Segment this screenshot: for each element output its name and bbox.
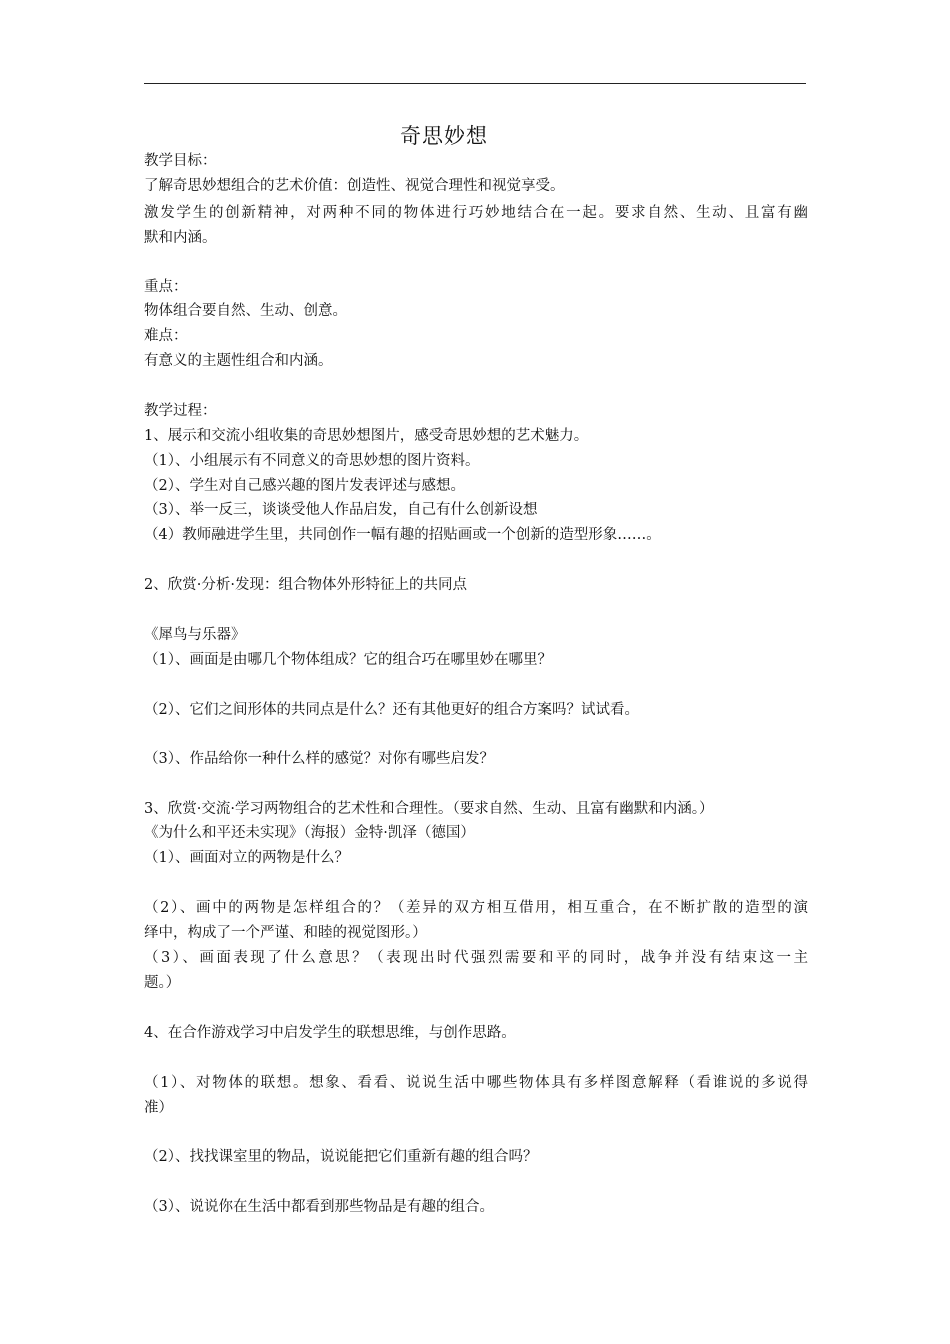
section-3-title: 3、欣赏·交流·学习两物组合的艺术性和合理性。（要求自然、生动、且富有幽默和内涵。） bbox=[144, 801, 714, 817]
section-2-question: （3）、作品给你一种什么样的感觉？对你有哪些启发？ bbox=[144, 751, 494, 767]
section-4-question: （1）、对物体的联想。想象、看看、说说生活中哪些物体具有多样图意解释（看谁说的多说得 bbox=[144, 1075, 808, 1091]
section-1-title: 1、展示和交流小组收集的奇思妙想图片，感受奇思妙想的艺术魅力。 bbox=[144, 428, 589, 444]
header-rule bbox=[144, 83, 806, 84]
key-point-text: 物体组合要自然、生动、创意。 bbox=[144, 303, 347, 319]
objective-line: 激发学生的创新精神，对两种不同的物体进行巧妙地结合在一起。要求自然、生动、且富有幽 bbox=[144, 205, 808, 221]
section-3-question-cont: 题。） bbox=[144, 975, 181, 991]
objective-line: 默和内涵。 bbox=[144, 230, 217, 246]
section-1-item: （1）、小组展示有不同意义的奇思妙想的图片资料。 bbox=[144, 453, 480, 469]
difficulty-heading: 难点： bbox=[144, 328, 188, 344]
section-1-item: （4）教师融进学生里，共同创作一幅有趣的招贴画或一个创新的造型形象……。 bbox=[144, 527, 661, 543]
section-2-question: （1）、画面是由哪几个物体组成？它的组合巧在哪里妙在哪里？ bbox=[144, 652, 552, 668]
section-2-work-title: 《犀鸟与乐器》 bbox=[144, 627, 246, 643]
section-3-question: （3）、画面表现了什么意思？（表现出时代强烈需要和平的同时，战争并没有结束这一主 bbox=[144, 950, 808, 966]
difficulty-text: 有意义的主题性组合和内涵。 bbox=[144, 353, 333, 369]
section-3-question: （2）、画中的两物是怎样组合的？（差异的双方相互借用，相互重合，在不断扩散的造型的演 bbox=[144, 900, 808, 916]
section-3-question-cont: 绎中，构成了一个严谨、和睦的视觉图形。） bbox=[144, 925, 427, 941]
section-4-question-cont: 准） bbox=[144, 1100, 173, 1116]
section-4-question: （3）、说说你在生活中都看到那些物品是有趣的组合。 bbox=[144, 1199, 494, 1215]
section-2-title: 2、欣赏·分析·发现：组合物体外形特征上的共同点 bbox=[144, 577, 467, 593]
key-point-heading: 重点： bbox=[144, 279, 188, 295]
page-title: 奇思妙想 bbox=[400, 124, 488, 148]
section-4-question: （2）、找找课室里的物品，说说能把它们重新有趣的组合吗？ bbox=[144, 1149, 538, 1165]
section-3-work-title: 《为什么和平还未实现》（海报）金特·凯泽（德国） bbox=[144, 825, 475, 841]
section-3-question: （1）、画面对立的两物是什么？ bbox=[144, 850, 349, 866]
section-1-item: （3）、举一反三，谈谈受他人作品启发，自己有什么创新设想 bbox=[144, 502, 538, 518]
section-2-question: （2）、它们之间形体的共同点是什么？还有其他更好的组合方案吗？试试看。 bbox=[144, 702, 639, 718]
objectives-heading: 教学目标： bbox=[144, 153, 217, 169]
process-heading: 教学过程： bbox=[144, 403, 217, 419]
section-1-item: （2）、学生对自己感兴趣的图片发表评述与感想。 bbox=[144, 478, 465, 494]
section-4-title: 4、在合作游戏学习中启发学生的联想思维，与创作思路。 bbox=[144, 1025, 516, 1041]
objective-line: 了解奇思妙想组合的艺术价值：创造性、视觉合理性和视觉享受。 bbox=[144, 178, 565, 194]
